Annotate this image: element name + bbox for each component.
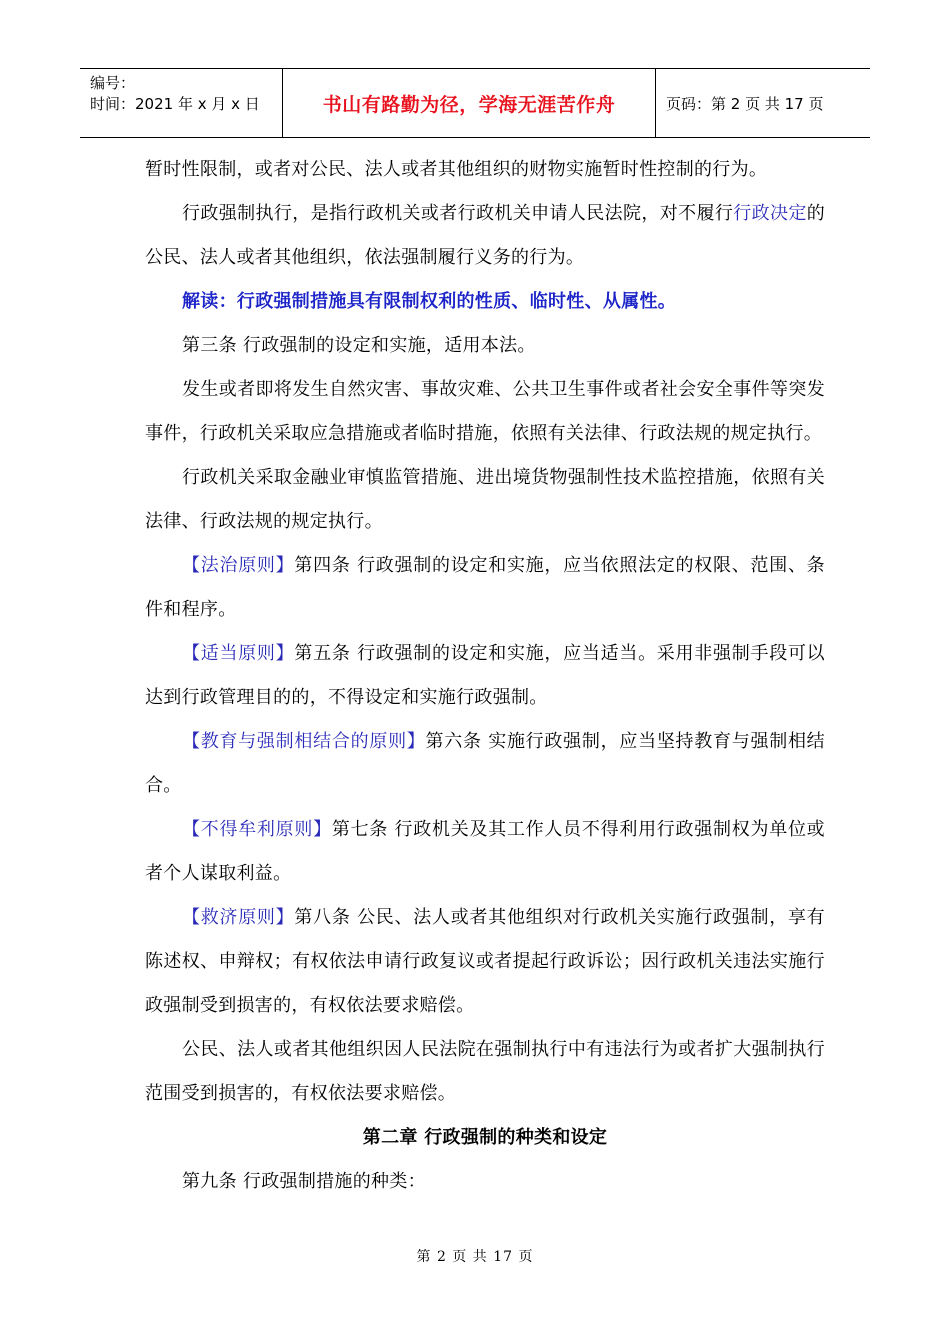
- paragraph: 公民、法人或者其他组织因人民法院在强制执行中有违法行为或者扩大强制执行范围受到损害的，有权依法要求赔偿。: [145, 1039, 825, 1104]
- article-7: [145, 808, 825, 896]
- paragraph: 暂时性限制，或者对公民、法人或者其他组织的财物实施暂时性控制的行为。: [145, 159, 768, 180]
- principle-tag[interactable]: 【教育与强制相结合的原则】: [182, 731, 426, 752]
- article-text: 第七条 行政机关及其工作人员不得利用行政强制权为单位或者个人谋取利益。: [145, 819, 825, 884]
- article-5: [145, 632, 825, 720]
- article-8: [145, 896, 825, 1028]
- chapter-heading: 第二章 行政强制的种类和设定: [362, 1127, 608, 1148]
- paragraph: [145, 192, 825, 280]
- header-motto: 书山有路勤为径，学海无涯苦作舟: [283, 69, 656, 137]
- document-body: [145, 148, 825, 1204]
- paragraph: 发生或者即将发生自然灾害、事故灾难、公共卫生事件或者社会安全事件等突发事件，行政机关采取应急措施或者临时措施，依照有关法律、行政法规的规定执行。: [145, 379, 825, 444]
- time-label: 时间：2021 年 x 月 x 日: [90, 95, 260, 113]
- paragraph-text: 行政强制执行，是指行政机关或者行政机关申请人民法院，对不履行: [182, 203, 734, 224]
- principle-tag[interactable]: 【不得牟利原则】: [182, 819, 332, 840]
- interpretation-note: 解读：行政强制措施具有限制权利的性质、临时性、从属性。: [182, 291, 677, 312]
- number-label: 编号：: [90, 74, 136, 92]
- article-text: 第五条 行政强制的设定和实施，应当适当。采用非强制手段可以达到行政管理目的的，不得设定和实施行政强制。: [145, 643, 825, 708]
- article-text: 第八条 公民、法人或者其他组织对行政机关实施行政强制，享有陈述权、申辩权；有权依法申请行政复议或者提起行政诉讼；因行政机关违法实施行政强制受到损害的，有权依法要求赔偿。: [145, 907, 825, 1016]
- link-administrative-decision[interactable]: 行政决定: [733, 203, 807, 224]
- paragraph-text: 的公民、法人或者其他组织，依法强制履行义务的行为。: [145, 203, 826, 268]
- principle-tag[interactable]: 【救济原则】: [182, 907, 295, 928]
- article-6: [145, 720, 825, 808]
- paragraph: 行政机关采取金融业审慎监管措施、进出境货物强制性技术监控措施，依照有关法律、行政法规的规定执行。: [145, 467, 825, 532]
- article-text: 第六条 实施行政强制，应当坚持教育与强制相结合。: [145, 731, 825, 796]
- page-footer: 第 2 页 共 17 页: [416, 1249, 534, 1265]
- article-text: 第四条 行政强制的设定和实施，应当依照法定的权限、范围、条件和程序。: [145, 555, 825, 620]
- article-9: 第九条 行政强制措施的种类：: [182, 1171, 426, 1192]
- article-3: 第三条 行政强制的设定和实施，适用本法。: [182, 335, 536, 356]
- header-meta: [80, 69, 283, 137]
- principle-tag[interactable]: 【适当原则】: [182, 643, 295, 664]
- header-page-info: 页码：第 2 页 共 17 页: [666, 94, 824, 113]
- article-4: [145, 544, 825, 632]
- page-header: [80, 68, 870, 138]
- principle-tag[interactable]: 【法治原则】: [182, 555, 295, 576]
